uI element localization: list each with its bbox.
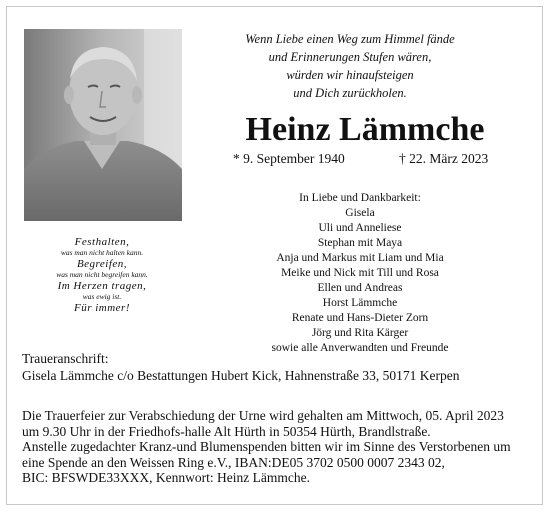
address-text: Gisela Lämmche c/o Bestattungen Hubert Kick, Hahnenstraße 33, 50171 Kerpen bbox=[22, 368, 460, 383]
mourner-entry: Meike und Nick mit Till und Rosa bbox=[281, 267, 439, 279]
mourner-entry: Renate und Hans-Dieter Zorn bbox=[291, 312, 429, 324]
quote-line: was ewig ist. bbox=[82, 292, 122, 301]
mourner-entry: Stephan mit Maya bbox=[317, 237, 403, 249]
quote-line: Begreifen, bbox=[76, 258, 128, 270]
mourner-entry: Jörg und Rita Kärger bbox=[311, 327, 409, 339]
quote-line: was man nicht begreifen kann. bbox=[56, 270, 148, 279]
mourning-address bbox=[22, 350, 460, 384]
notice-line: BIC: BFSWDE33XXX, Kennwort: Heinz Lämmche. bbox=[22, 470, 310, 485]
mourner-entry: Ellen und Andreas bbox=[317, 282, 403, 294]
quote-line: was man nicht halten kann. bbox=[60, 248, 144, 257]
quote-line: Festhalten, bbox=[74, 236, 130, 248]
notice-line: um 9.30 Uhr in der Friedhofs-halle Alt Hürth in 50354 Hürth, Brandlstraße. bbox=[22, 423, 431, 439]
deceased-name: Heinz Lämmche bbox=[245, 111, 485, 148]
poem-line: und Dich zurückholen. bbox=[293, 86, 407, 100]
mourners-list bbox=[220, 191, 500, 356]
portrait-photo bbox=[24, 29, 182, 221]
mourner-entry: Horst Lämmche bbox=[322, 297, 398, 309]
quote-line: Im Herzen tragen, bbox=[57, 280, 147, 292]
mourners-intro: In Liebe und Dankbarkeit: bbox=[299, 192, 421, 204]
address-label: Traueranschrift: bbox=[22, 351, 109, 366]
notice-line: Anstelle zugedachter Kranz-und Blumenspenden bitten wir im Sinne des Verstorbenen um bbox=[22, 439, 511, 454]
mourner-entry: Uli und Anneliese bbox=[318, 222, 402, 234]
quote-line: Für immer! bbox=[73, 302, 131, 314]
mourner-entry: sowie alle Anverwandten und Freunde bbox=[271, 342, 449, 354]
mourner-entry: Gisela bbox=[345, 207, 375, 219]
poem-line: Wenn Liebe einen Weg zum Himmel fände bbox=[245, 32, 455, 46]
notice-line: eine Spende an den Weissen Ring e.V., IBAN:DE05 3702 0500 0007 2343 02, bbox=[22, 454, 445, 470]
poem-line: und Erinnerungen Stufen wären, bbox=[268, 50, 432, 64]
poem-line: würden wir hinaufsteigen bbox=[286, 68, 414, 82]
notice-line: Die Trauerfeier zur Verabschiedung der Urne wird gehalten am Mittwoch, 05. April 2023 bbox=[22, 408, 504, 423]
mourner-entry: Anja und Markus mit Liam und Mia bbox=[276, 252, 444, 264]
poem bbox=[220, 30, 480, 102]
death-date: † 22. März 2023 bbox=[399, 151, 489, 166]
funeral-notice bbox=[22, 408, 511, 486]
memorial-quote bbox=[22, 236, 182, 314]
birth-date: * 9. September 1940 bbox=[233, 151, 345, 166]
